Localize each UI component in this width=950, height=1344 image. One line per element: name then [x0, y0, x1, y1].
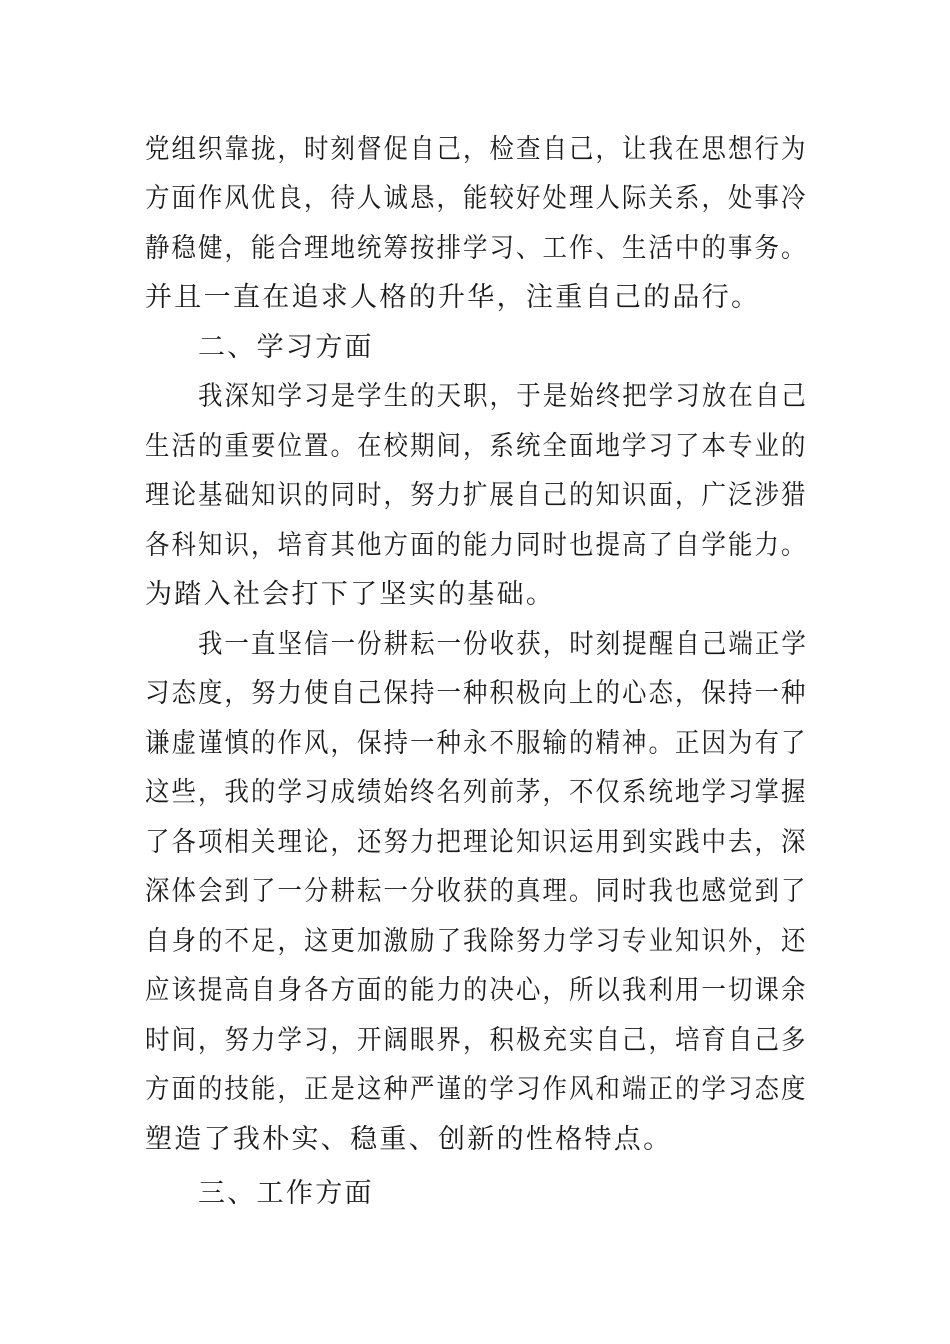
text-line: 时间，努力学习，开阔眼界，积极充实自己，培育自己多	[145, 1025, 808, 1056]
text-line: 理论基础知识的同时，努力扩展自己的知识面，广泛涉猎	[145, 480, 808, 511]
section-heading: 二、学习方面	[198, 332, 374, 363]
text-line: 塑造了我朴实、稳重、创新的性格特点。	[145, 1124, 673, 1155]
text-line: 我深知学习是学生的天职，于是始终把学习放在自己	[198, 381, 808, 412]
text-line: 我一直坚信一份耕耘一份收获，时刻提醒自己端正学	[198, 629, 808, 660]
text-line: 生活的重要位置。在校期间，系统全面地学习了本专业的	[145, 431, 808, 462]
text-line: 习态度，努力使自己保持一种积极向上的心态，保持一种	[145, 678, 808, 709]
text-line: 应该提高自身各方面的能力的决心，所以我利用一切课余	[145, 975, 808, 1006]
text-line: 为踏入社会打下了坚实的基础。	[145, 579, 556, 610]
text-line: 并且一直在追求人格的升华，注重自己的品行。	[145, 282, 761, 313]
text-line: 各科知识，培育其他方面的能力同时也提高了自学能力。	[145, 530, 808, 561]
text-line: 党组织靠拢，时刻督促自己，检查自己，让我在思想行为	[145, 134, 808, 165]
text-line: 方面的技能，正是这种严谨的学习作风和端正的学习态度	[145, 1074, 808, 1105]
text-line: 谦虚谨慎的作风，保持一种永不服输的精神。正因为有了	[145, 728, 808, 759]
text-line: 深体会到了一分耕耘一分收获的真理。同时我也感觉到了	[145, 876, 808, 907]
text-line: 自身的不足，这更加激励了我除努力学习专业知识外，还	[145, 926, 808, 957]
text-line: 这些，我的学习成绩始终名列前茅，不仅系统地学习掌握	[145, 777, 808, 808]
section-heading: 三、工作方面	[198, 1178, 374, 1209]
text-line: 静稳健，能合理地统筹按排学习、工作、生活中的事务。	[145, 233, 808, 264]
text-line: 方面作风优良，待人诚恳，能较好处理人际关系，处事冷	[145, 183, 808, 214]
text-line: 了各项相关理论，还努力把理论知识运用到实践中去，深	[145, 827, 808, 858]
